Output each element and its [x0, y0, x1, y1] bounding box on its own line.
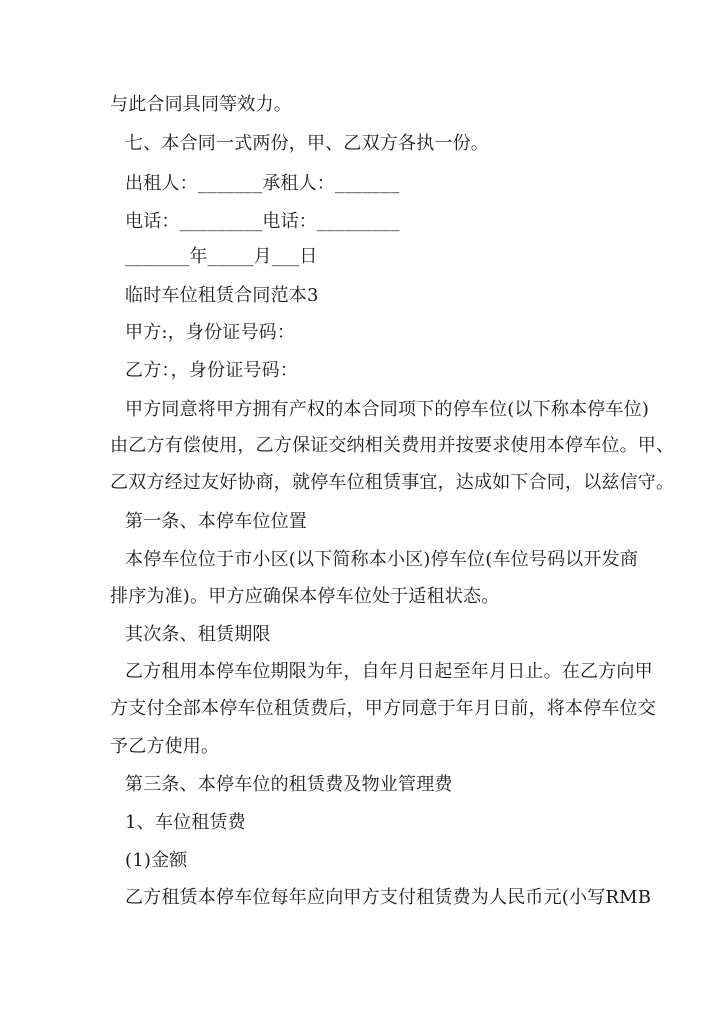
text-line: 本停车位位于市小区(以下简称本小区)停车位(车位号码以开发商 — [125, 549, 639, 570]
lessor-signature-line: 出租人：_______承租人：_______ — [125, 173, 400, 194]
subsection-heading: 1、车位租赁费 — [125, 812, 246, 833]
text-line: 与此合同具同等效力。 — [110, 94, 292, 115]
party-a-line: 甲方:，身份证号码： — [125, 322, 296, 343]
text-line: 乙双方经过友好协商，就停车位租赁事宜，达成如下合同，以兹信守。 — [110, 472, 675, 493]
text-line: 乙方租用本停车位期限为年，自年月日起至年月日止。在乙方向甲 — [125, 661, 653, 682]
text-line: 予乙方使用。 — [110, 736, 220, 757]
article-heading: 第一条、本停车位位置 — [125, 511, 307, 532]
date-line: _______年_____月___日 — [125, 246, 318, 267]
text-line: 七、本合同一式两份，甲、乙双方各执一份。 — [125, 133, 489, 154]
text-line: 乙方租赁本停车位每年应向甲方支付租赁费为人民币元(小写RMB — [125, 887, 652, 908]
subsection-heading: (1)金额 — [125, 850, 188, 871]
text-line: 排序为准)。甲方应确保本停车位处于适租状态。 — [110, 586, 500, 607]
text-line: 由乙方有偿使用，乙方保证交纳相关费用并按要求使用本停车位。甲、 — [110, 435, 675, 456]
phone-line: 电话：_________电话：_________ — [125, 211, 400, 232]
party-b-line: 乙方：，身份证号码： — [125, 360, 298, 381]
text-line: 方支付全部本停车位租赁费后，甲方同意于年月日前，将本停车位交 — [110, 698, 656, 719]
text-line: 甲方同意将甲方拥有产权的本合同项下的停车位(以下称本停车位) — [125, 399, 650, 420]
section-title: 临时车位租赁合同范本3 — [125, 285, 319, 306]
article-heading: 其次条、租赁期限 — [125, 624, 271, 645]
article-heading: 第三条、本停车位的租赁费及物业管理费 — [125, 774, 453, 795]
